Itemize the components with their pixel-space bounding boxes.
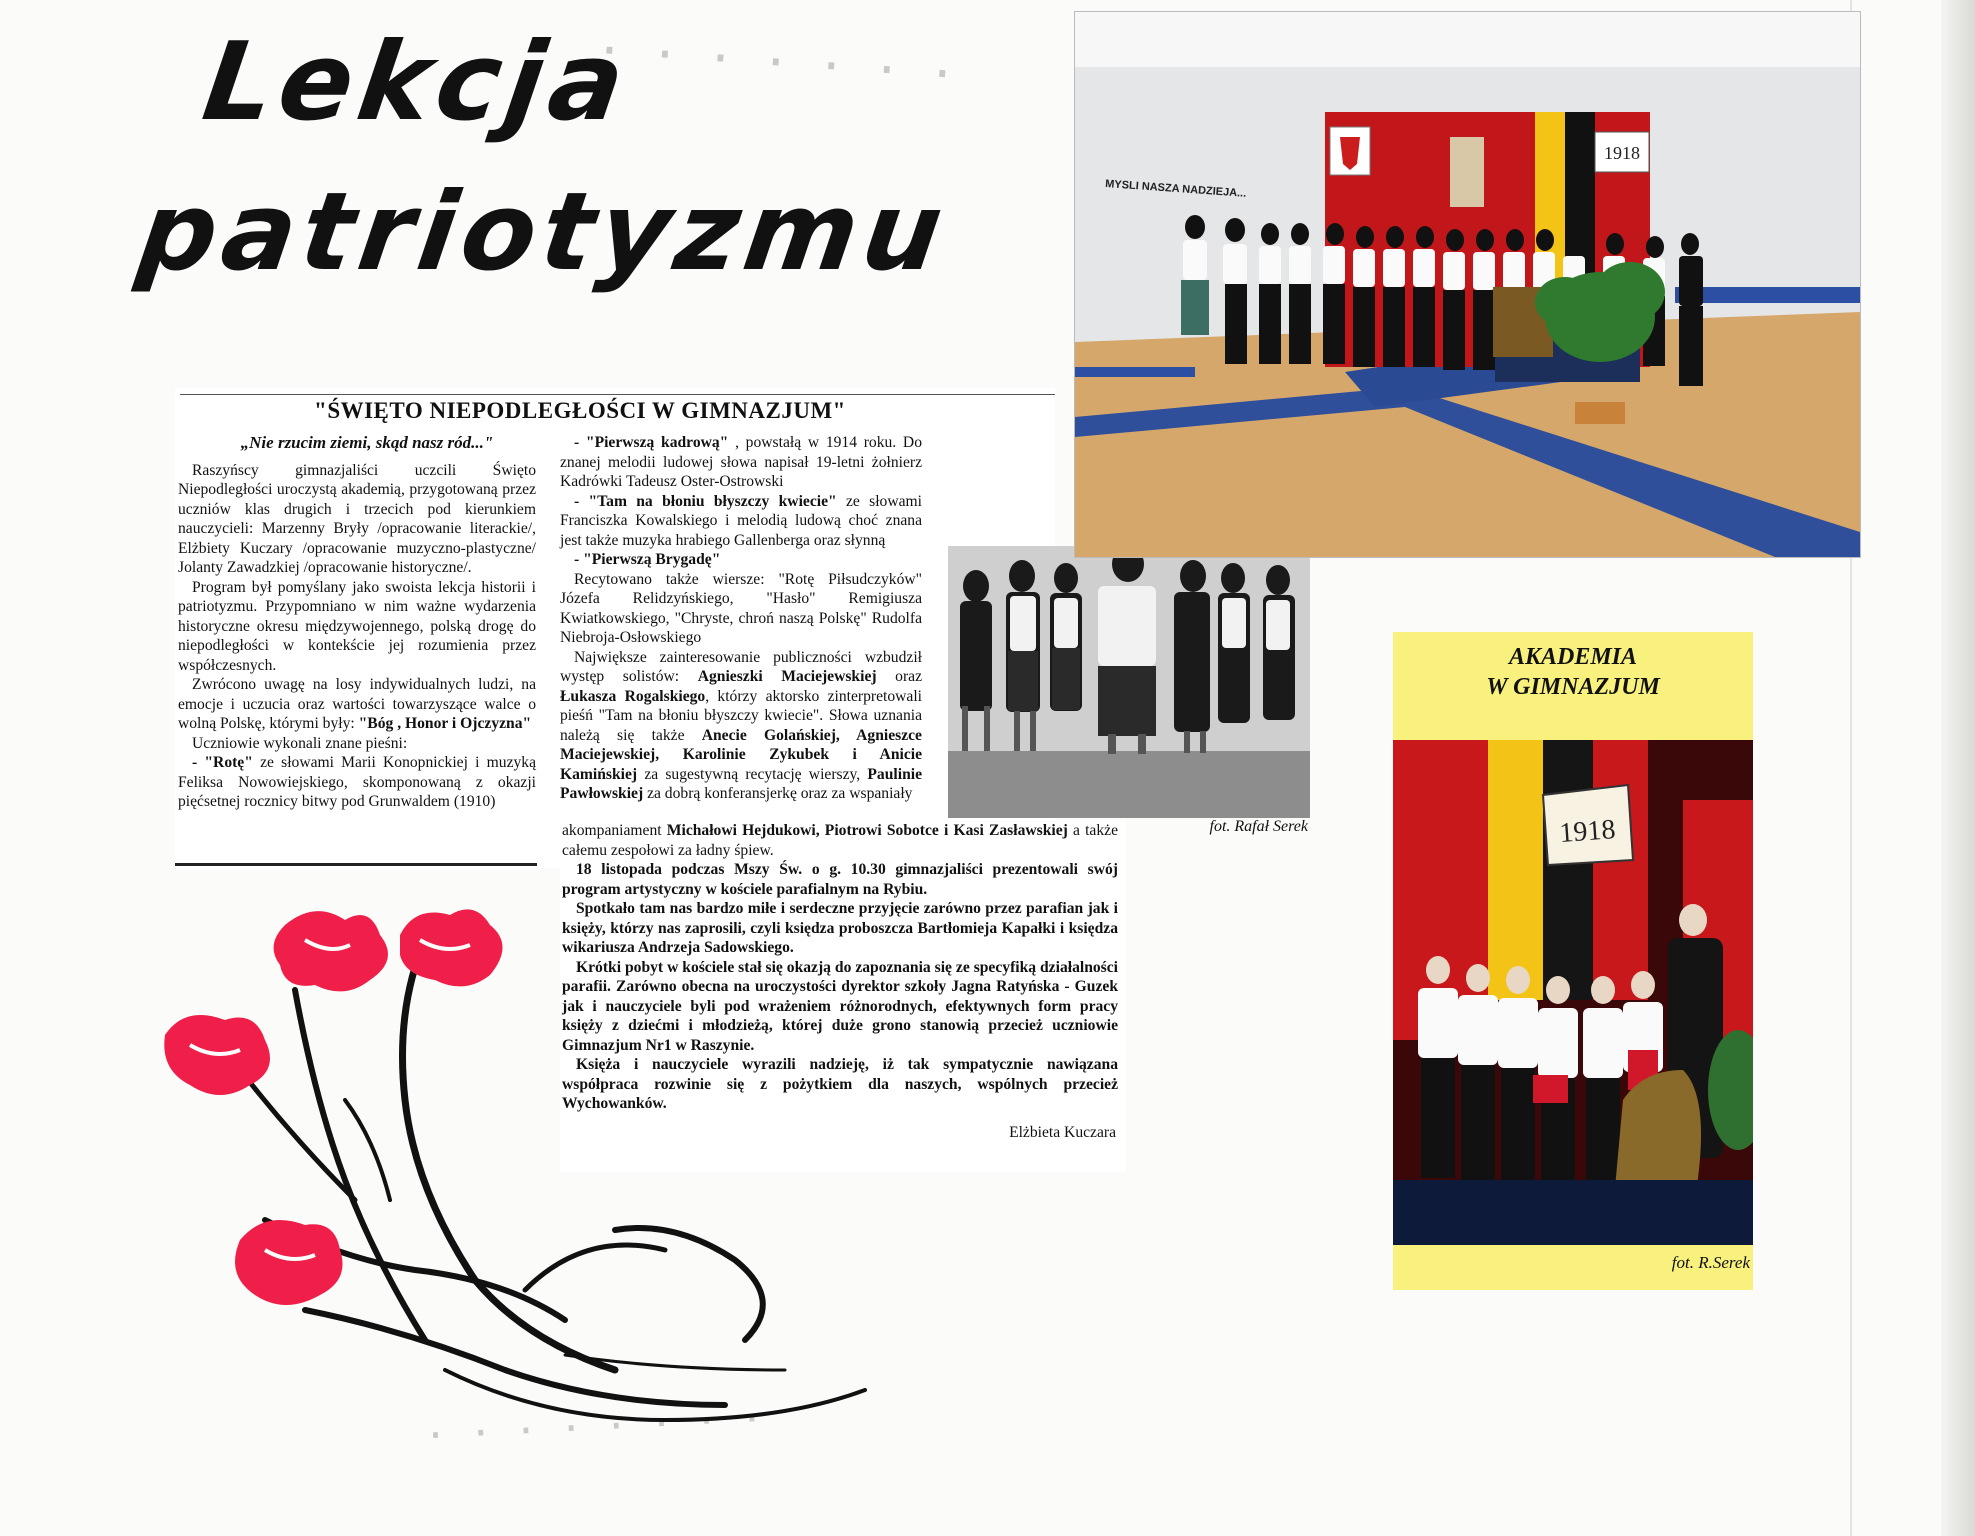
akademia-photo bbox=[1393, 740, 1753, 1245]
handwritten-title-line2: patriotyzmu bbox=[131, 170, 956, 295]
stage-scene bbox=[1075, 12, 1860, 557]
paragraph: Krótki pobyt w kościele stał się okazją do zapoznania się ze specyfiką działalności parafii. Zarówno obecna na uroczystości dyrektor szkoły Jagna Ratyńska - Guzek jak i nauczyciele byli pod wrażeniem różnorodnych, efektywnych form pracy księży z dziećmi i młodzieżą, której duże grono stanowią przecież uczniowie Gimnazjum Nr1 w Raszynie. bbox=[562, 958, 1118, 1054]
paragraph: Zwrócono uwagę na losy indywidualnych ludzi, na emocje i uczucia oraz wartości towarzyszące walce o wolną Polskę, którymi były: "Bóg , Honor i Ojczyzna" bbox=[178, 676, 536, 732]
akademia-sign-1918: 1918 bbox=[1558, 814, 1617, 849]
akademia-title-line2: W GIMNAZJUM bbox=[1486, 674, 1660, 700]
bleed-through-text: · · · · · · · bbox=[588, 17, 954, 108]
stage-banner: MYSLI NASZA NADZIEJA... bbox=[1104, 178, 1247, 200]
bw-photo-caption: fot. Rafał Serek bbox=[1209, 818, 1308, 835]
article-column-1 bbox=[178, 433, 536, 812]
paragraph: Księża i nauczyciele wyrazili nadzieję, iż tak sympatycznie nawiązana współpraca rozwinie się z pożytkiem dla naszych, wspólnych przecież Wychowanków. bbox=[562, 1056, 1118, 1112]
top-rule bbox=[180, 394, 1055, 395]
color-photo-stage bbox=[1075, 12, 1860, 557]
handwritten-title-line1: Lekcja bbox=[196, 20, 638, 145]
akademia-photo-caption: fot. R.Serek bbox=[1671, 1253, 1750, 1272]
akademia-title-line1: AKADEMIA bbox=[1508, 644, 1638, 670]
bottom-rule bbox=[175, 863, 537, 866]
bleed-through-text: · · · · · · · · bbox=[418, 1391, 761, 1463]
paragraph: Uczniowie wykonali znane pieśni: bbox=[192, 734, 408, 752]
flower-drawing bbox=[145, 900, 925, 1460]
paragraph: akompaniament Michałowi Hejdukowi, Piotrowi Sobotce i Kasi Zasławskiej a także całemu zespołowi za ładny śpiew. bbox=[562, 822, 1118, 859]
paragraph: - "Pierwszą kadrową" , powstałą w 1914 roku. Do znanej melodii ludowej słowa napisał 19-letni żołnierz Kadrówki Tadeusz Oster-Ostrowski bbox=[560, 434, 922, 490]
article-column-2 bbox=[560, 433, 922, 804]
paragraph: Spotkało tam nas bardzo miłe i serdeczne przyjęcie zarówno przez parafian jak i księży, którzy nas zaprosili, czyli księdza proboszcza Bartłomieja Kapałki i księdza wikariusza Andrzeja Sadowskiego. bbox=[562, 900, 1118, 956]
akademia-scene bbox=[1393, 740, 1753, 1245]
article-motto: „Nie rzucim ziemi, skąd nasz ród..." bbox=[240, 433, 494, 452]
choir-figures bbox=[948, 546, 1310, 818]
paragraph: - "Tam na błoniu błyszczy kwiecie" ze słowami Franciszka Kowalskiego i melodią ludową choć znana jest także muzyka hrabiego Gallenberga oraz słynną bbox=[560, 492, 922, 549]
akademia-title bbox=[1393, 642, 1753, 702]
paragraph: Recytowano także wiersze: "Rotę Piłsudczyków" Józefa Relidzyńskiego, "Hasło" Remigiusza Kwiatkowskiego, "Chryste, chroń naszą Polskę" Rudolfa Niebroja-Osłowskiego bbox=[560, 570, 922, 646]
page-edge bbox=[1941, 0, 1975, 1536]
paragraph: Program był pomyślany jako swoista lekcja historii i patriotyzmu. Przypomniano w nim ważne wydarzenia historyczne okresu międzywojennego, polską drogę do niepodległości w kontekście jej rozumienia przez współczesnych. bbox=[178, 578, 536, 674]
paragraph: 18 listopada podczas Mszy Św. o g. 10.30 gimnazjaliści prezentowali swój program artystyczny w kościele parafialnym na Rybiu. bbox=[562, 861, 1118, 898]
paragraph: Największe zainteresowanie publiczności wzbudził występ solistów: Agnieszki Maciejewskiej oraz Łukasza Rogalskiego, którzy aktorsko zinterpretowali pieśń "Tam na błoniu błyszczy kwiecie". Słowa uznania należą się także Anecie Golańskiej, Agnieszce Maciejewskiej, Karolinie Zykubek i Anicie Kamińskiej za sugestywną recytację wierszy, Paulinie Pawłowskiej za dobrą konferansjerkę oraz za wspaniały bbox=[560, 648, 922, 802]
paragraph: Raszyńscy gimnazjaliści uczcili Święto Niepodległości uroczystą akademią, przygotowaną przez uczniów klas drugich i trzecich pod kierunkiem nauczycieli: Marzenny Bryły /opracowanie literackie/, Elżbiety Kuczary /opracowanie muzyczno-plastyczne/ Jolanty Zawadzkiej /opracowanie historyczne/. bbox=[178, 461, 536, 576]
paragraph: - "Pierwszą Brygadę" bbox=[574, 551, 721, 568]
article-title: "ŚWIĘTO NIEPODLEGŁOŚCI W GIMNAZJUM" bbox=[314, 398, 846, 423]
stage-sign-1918: 1918 bbox=[1604, 143, 1640, 163]
article-author: Elżbieta Kuczara bbox=[1009, 1124, 1116, 1141]
bw-choir-photo bbox=[948, 546, 1310, 818]
paragraph: - "Rotę" ze słowami Marii Konopnickiej i muzyką Feliksa Nowowiejskiego, skomponowaną z okazji pięćsetnej rocznicy bitwy pod Grunwaldem (1910) bbox=[178, 754, 537, 810]
